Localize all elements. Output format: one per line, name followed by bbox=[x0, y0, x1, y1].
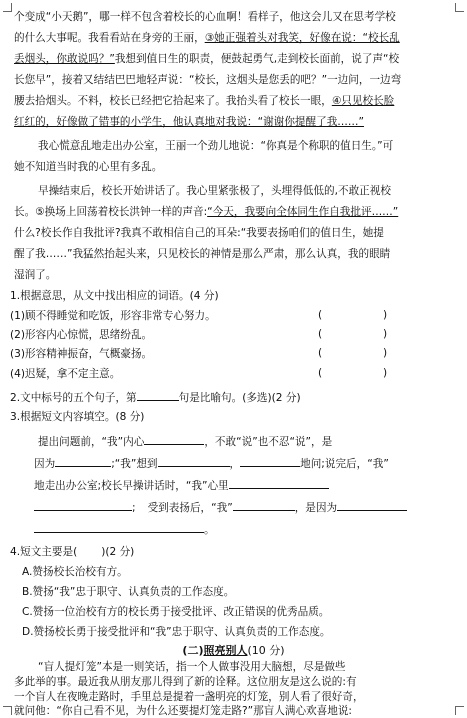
question-4-option-a: A.赞扬校长治校有方。 bbox=[22, 566, 128, 578]
sentence-5-underlined: “今天，我要向全体同生作自我批评……” bbox=[207, 206, 399, 218]
passage-text: 的什么大事呢。我看看站在身旁的王丽， bbox=[14, 32, 205, 44]
q3-blank-1[interactable] bbox=[144, 433, 204, 445]
q3-text: 受到表扬后，“我” bbox=[147, 502, 233, 514]
answer-paren-close-2: ) bbox=[383, 328, 388, 340]
question-4-option-b: B.赞扬“我”忠于职守、认真负责的工作态度。 bbox=[22, 586, 235, 598]
paragraph-3-line-4: 醒了我……”我猛然抬起头来，只见校长的神情是那么严肃，那么认真，我的眼睛 bbox=[14, 248, 391, 260]
q3-text: ， bbox=[229, 458, 241, 470]
passage-2-line-4: 就问他：“你自己看不见，为什么还要提灯笼走路?”那盲人满心欢喜地说: bbox=[14, 705, 352, 717]
question-4-stem bbox=[10, 545, 456, 559]
sentence-3-underlined-cont: 丢烟头，你敢说吗？” bbox=[14, 53, 115, 65]
q3-blank-7[interactable] bbox=[233, 499, 295, 511]
passage-2-line-1: “盲人提灯笼”本是一则笑话，指一个人做事没用大脑想，尽是做些 bbox=[38, 661, 346, 673]
question-3-row-2 bbox=[34, 455, 458, 471]
q3-blank-8[interactable] bbox=[337, 499, 407, 511]
question-1-item-4: (4)迟疑，拿不定主意。 bbox=[10, 368, 121, 380]
q3-text: ，不敢“说”也不忍“说”，是 bbox=[204, 436, 333, 448]
passage-2-line-3: 一个盲人在夜晚走路时，手里总是提着一盏明亮的灯笼，别人看了很好奇， bbox=[14, 691, 364, 703]
passage-line-4: 长您早”，接着又结结巴巴地轻声说：“校长，这烟头是您丢的吧？”一边问，一边弯 bbox=[14, 74, 402, 86]
question-2-answer-blank[interactable] bbox=[137, 389, 179, 401]
section-2-title bbox=[0, 642, 467, 658]
sentence-4-underlined: ④只见校长脸 bbox=[331, 95, 395, 107]
q3-text: 因为 bbox=[34, 458, 56, 470]
passage-line-2 bbox=[14, 31, 454, 45]
q3-blank-6[interactable] bbox=[34, 499, 132, 511]
question-4-text-b: )(2 分) bbox=[101, 546, 135, 558]
q3-blank-9[interactable] bbox=[34, 521, 204, 533]
q3-blank-5[interactable] bbox=[229, 477, 329, 489]
passage-line-3 bbox=[14, 52, 454, 66]
question-4-option-c: C.赞扬一位治校有方的校长勇于接受批评、改正错误的优秀品质。 bbox=[22, 606, 330, 618]
question-4-text-a: 4.短文主要是( bbox=[10, 546, 78, 558]
q3-text: 提出问题前，“我”内心 bbox=[38, 436, 145, 448]
q3-blank-2[interactable] bbox=[55, 455, 111, 467]
paragraph-3-line-5: 湿润了。 bbox=[14, 269, 57, 281]
sentence-3-underlined: ③她正强着头对我笑，好像在说：“校长乱 bbox=[204, 32, 400, 44]
passage-line-5 bbox=[14, 94, 454, 108]
paragraph-3-line-3: 什么?校长作自我批评?我真不敢相信自己的耳朵:“我要表扬咱们的值日生，她提 bbox=[14, 227, 384, 239]
question-3-row-5 bbox=[34, 521, 458, 537]
q3-text: 。 bbox=[204, 524, 215, 536]
question-1-item-2: (2)形容内心惊慌，思绪纷乱。 bbox=[10, 329, 153, 341]
passage-line-6: 红红的，好像做了错事的小学生，他认真地对我说：“谢谢你提醒了我……” bbox=[14, 116, 364, 128]
question-2-text-b: 句是比喻句。(多选)(2 分) bbox=[178, 392, 301, 404]
question-1-item-3: (3)形容精神振奋，气概豪扬。 bbox=[10, 348, 153, 360]
question-2-text-a: 2.文中标号的五个句子，第 bbox=[10, 392, 137, 404]
corner-mark-bottom-left bbox=[3, 706, 12, 715]
answer-paren-open-3: ( bbox=[318, 347, 323, 359]
question-3-row-3 bbox=[34, 477, 458, 493]
question-1-item-1: (1)顾不得睡觉和吃饭，形容非常专心努力。 bbox=[10, 310, 216, 322]
question-1-stem: 1.根据意思，从文中找出相应的词语。(4 分) bbox=[10, 290, 219, 302]
answer-paren-open-1: ( bbox=[318, 309, 323, 321]
answer-paren-open-4: ( bbox=[318, 367, 323, 379]
answer-paren-close-3: ) bbox=[383, 347, 388, 359]
passage-2-line-2: 多此举的事。最近我从朋友那儿得到了新的诠释。这位朋友是这么说的:有 bbox=[14, 676, 357, 688]
q3-blank-3[interactable] bbox=[158, 455, 230, 467]
question-3-stem: 3.根据短文内容填空。(8 分) bbox=[10, 411, 145, 423]
passage-text: 腰去拾烟头。不料，校长已经把它拾起来了。我抬头看了校长一眼， bbox=[14, 95, 332, 107]
answer-paren-close-1: ) bbox=[383, 309, 388, 321]
question-3-row-4 bbox=[34, 499, 458, 515]
corner-mark-bottom-right bbox=[455, 706, 464, 715]
paragraph-3-line-2 bbox=[14, 205, 454, 219]
section-2-score: (10 分) bbox=[247, 644, 285, 657]
paragraph-2-line-2: 她不知道当时我的心里有多乱。 bbox=[14, 161, 163, 173]
section-2-heading: 照亮别人 bbox=[203, 644, 248, 657]
answer-paren-close-4: ) bbox=[383, 367, 388, 379]
q3-text: ，是因为 bbox=[294, 502, 338, 514]
q3-blank-4[interactable] bbox=[240, 455, 300, 467]
q3-text: 地走出办公室;校长早操讲话时，“我”心里 bbox=[34, 480, 229, 492]
corner-mark-top-left bbox=[3, 3, 12, 12]
answer-paren-open-2: ( bbox=[318, 328, 323, 340]
passage-text: 我想到值日生的职责，便鼓起勇气,走到校长面前，说了声“校 bbox=[114, 53, 400, 65]
corner-mark-top-right bbox=[455, 3, 464, 12]
q3-text: ;“我”想到 bbox=[111, 458, 158, 470]
passage-text: 长。⑤换场上回荡着校长洪钟一样的声音: bbox=[14, 206, 208, 218]
question-3-row-1 bbox=[38, 433, 454, 449]
passage-line-1: 个变成“小天鹅”，哪一样不包含着校长的心血啊！看样子，他这会儿又在思考学校 bbox=[14, 11, 396, 23]
paragraph-2-line-1: 我心慌意乱地走出办公室，王丽一个劲儿地说：“你真是个称职的值日生。”可 bbox=[38, 140, 394, 152]
q3-text: 地问;说完后，“我” bbox=[300, 458, 389, 470]
q3-text: ; bbox=[132, 502, 136, 514]
question-2 bbox=[10, 389, 456, 405]
paragraph-3-line-1: 早操结束后，校长开始讲话了。我心里紧张极了，头埋得低低的,不敢正视校 bbox=[38, 185, 391, 197]
question-4-option-d: D.赞扬校长勇于接受批评和“我”忠于职守、认真负责的工作态度。 bbox=[22, 626, 331, 638]
section-2-prefix: (二) bbox=[182, 644, 204, 657]
